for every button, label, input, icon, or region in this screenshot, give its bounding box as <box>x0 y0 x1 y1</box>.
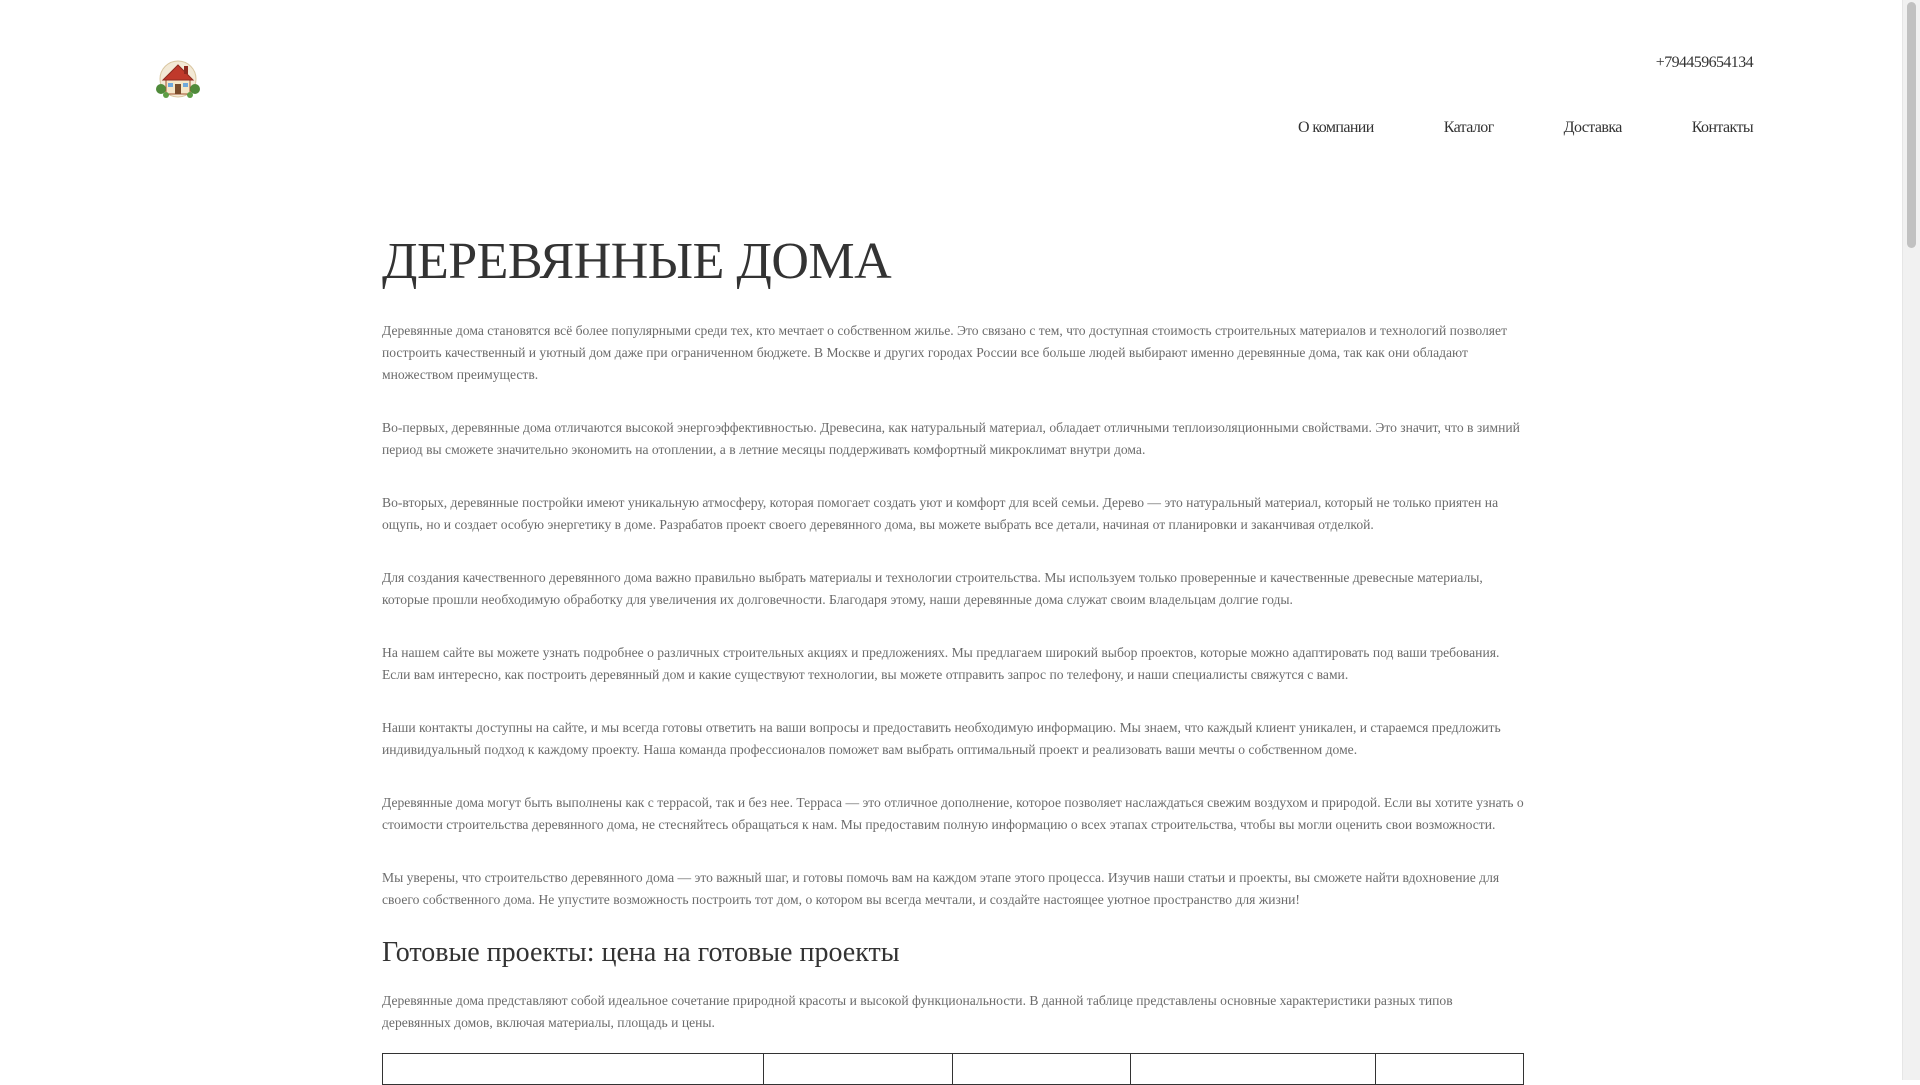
house-logo[interactable] <box>155 57 201 99</box>
article-paragraph: Деревянные дома могут быть выполнены как с террасой, так и без нее. Терраса — это отличное дополнение, которое позволяет наслаждаться свежим воздухом и природой. Если вы хотите узнать о стоимости строительства деревянного дома, не стесняйтесь обращаться к нам. Мы предоставим полную информацию о всех этапах строительства, чтобы вы могли оценить свои возможности. <box>382 795 1524 832</box>
scrollbar-thumb[interactable] <box>1907 2 1916 248</box>
article <box>382 230 1524 1085</box>
projects-table <box>382 1053 1524 1085</box>
article-paragraph: Наши контакты доступны на сайте, и мы всегда готовы ответить на ваши вопросы и предоставить необходимую информацию. Мы знаем, что каждый клиент уникален, и стараемся предложить индивидуальный подход к каждому проекту. Наша команда профессионалов поможет вам выбрать оптимальный проект и реализовать ваши мечты о собственном доме. <box>382 720 1501 757</box>
house-logo-icon <box>155 57 201 99</box>
main-nav <box>1298 119 1753 137</box>
phone-link[interactable]: +794459654134 <box>1655 54 1753 71</box>
nav-item-catalog[interactable]: Каталог <box>1443 119 1494 136</box>
page-title: ДЕРЕВЯННЫЕ ДОМА <box>382 233 892 290</box>
article-paragraph: Деревянные дома становятся всё более популярными среди тех, кто мечтает о собственном жилье. Это связано с тем, что доступная стоимость строительных материалов и технологий позволяет построить качественный и уютный дом даже при ограниченном бюджете. В Москве и других городах России все больше людей выбирают именно деревянные дома, так как они обладают множеством преимуществ. <box>382 323 1508 382</box>
article-paragraph: Мы уверены, что строительство деревянного дома — это важный шаг, и готовы помочь вам на каждом этапе этого процесса. Изучив наши статьи и проекты, вы сможете найти вдохновение для своего собственного дома. Не упустите возможность построить тот дом, о котором вы всегда мечтали, и создайте настоящее уютное пространство для жизни! <box>382 870 1500 907</box>
table-intro: Деревянные дома представляют собой идеальное сочетание природной красоты и высокой функциональности. В данной таблице представлены основные характеристики разных типов деревянных домов, включая материалы, площадь и цены. <box>382 993 1453 1030</box>
nav-item-delivery[interactable]: Доставка <box>1563 119 1622 136</box>
article-paragraph: Во-вторых, деревянные постройки имеют уникальную атмосферу, которая помогает создать уют и комфорт для всей семьи. Дерево — это натуральный материал, который не только приятен на ощупь, но и создает особую энергетику в доме. Разрабатов проект своего деревянного дома, вы можете выбрать все детали, начиная от планировки и заканчивая отделкой. <box>382 495 1499 532</box>
article-paragraph: Для создания качественного деревянного дома важно правильно выбрать материалы и технологии строительства. Мы используем только проверенные и качественные древесные материалы, которые прошли необходимую обработку для увеличения их долговечности. Благодаря этому, наши деревянные дома служат своим владельцам долгие годы. <box>382 570 1483 607</box>
section-heading: Готовые проекты: цена на готовые проекты <box>382 937 900 968</box>
page-scrollbar[interactable] <box>1902 0 1920 1080</box>
nav-item-contacts[interactable]: Контакты <box>1691 119 1753 136</box>
nav-item-about[interactable]: О компании <box>1298 119 1374 136</box>
site-header <box>0 0 1903 160</box>
article-paragraph: Во-первых, деревянные дома отличаются высокой энергоэффективностью. Древесина, как натуральный материал, обладает отличными теплоизоляционными свойствами. Это значит, что в зимний период вы сможете значительно экономить на отоплении, а в летние месяцы поддерживать комфортный микроклимат внутри дома. <box>382 420 1520 457</box>
article-paragraph: На нашем сайте вы можете узнать подробнее о различных строительных акциях и предложениях. Мы предлагаем широкий выбор проектов, которые можно адаптировать под ваши требования. Если вам интересно, как построить деревянный дом и какие существуют технологии, вы можете отправить запрос по телефону, и наши специалисты свяжутся с вами. <box>382 645 1500 682</box>
